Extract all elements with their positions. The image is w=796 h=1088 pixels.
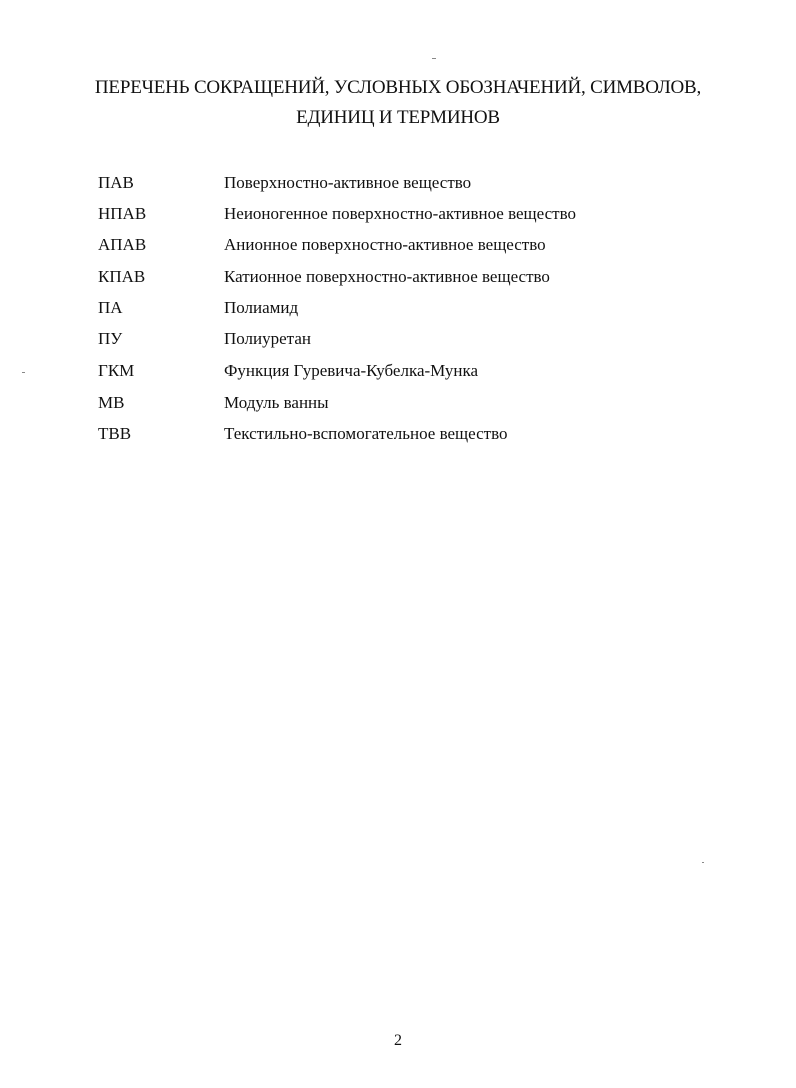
abbreviation-term: МВ xyxy=(98,393,125,412)
abbreviation-row xyxy=(0,172,796,194)
abbreviation-term: ПУ xyxy=(98,329,123,348)
abbreviation-definition: Анионное поверхностно-активное вещество xyxy=(224,235,546,254)
scan-speck xyxy=(702,862,704,863)
abbreviation-row xyxy=(0,360,796,382)
abbreviation-definition: Полиуретан xyxy=(224,329,311,348)
abbreviation-row xyxy=(0,266,796,288)
abbreviation-row xyxy=(0,328,796,350)
abbreviation-definition: Текстильно-вспомогательное вещество xyxy=(224,424,508,443)
scan-speck xyxy=(432,58,436,59)
page-title-line-1: ПЕРЕЧЕНЬ СОКРАЩЕНИЙ, УСЛОВНЫХ ОБОЗНАЧЕНИЙ, СИМВОЛОВ, xyxy=(94,77,702,98)
abbreviation-row xyxy=(0,297,796,319)
page-number: 2 xyxy=(394,1032,402,1049)
abbreviation-definition: Полиамид xyxy=(224,298,299,317)
abbreviation-row xyxy=(0,423,796,445)
abbreviation-definition: Катионное поверхностно-активное вещество xyxy=(224,267,550,286)
abbreviation-term: ГКМ xyxy=(98,361,135,380)
abbreviation-term: КПАВ xyxy=(98,267,146,286)
abbreviation-definition: Неионогенное поверхностно-активное вещество xyxy=(224,204,576,223)
abbreviation-term: ПА xyxy=(98,298,123,317)
abbreviation-term: ПАВ xyxy=(98,173,134,192)
page-title-line-2: ЕДИНИЦ И ТЕРМИНОВ xyxy=(296,107,500,128)
abbreviation-definition: Функция Гуревича-Кубелка-Мунка xyxy=(224,361,478,380)
abbreviation-term: НПАВ xyxy=(98,204,147,223)
abbreviation-term: АПАВ xyxy=(98,235,147,254)
abbreviation-definition: Поверхностно-активное вещество xyxy=(224,173,472,192)
abbreviation-row xyxy=(0,392,796,414)
abbreviation-term: ТВВ xyxy=(98,424,132,443)
abbreviation-row xyxy=(0,203,796,225)
abbreviation-row xyxy=(0,234,796,256)
abbreviation-definition: Модуль ванны xyxy=(224,393,329,412)
